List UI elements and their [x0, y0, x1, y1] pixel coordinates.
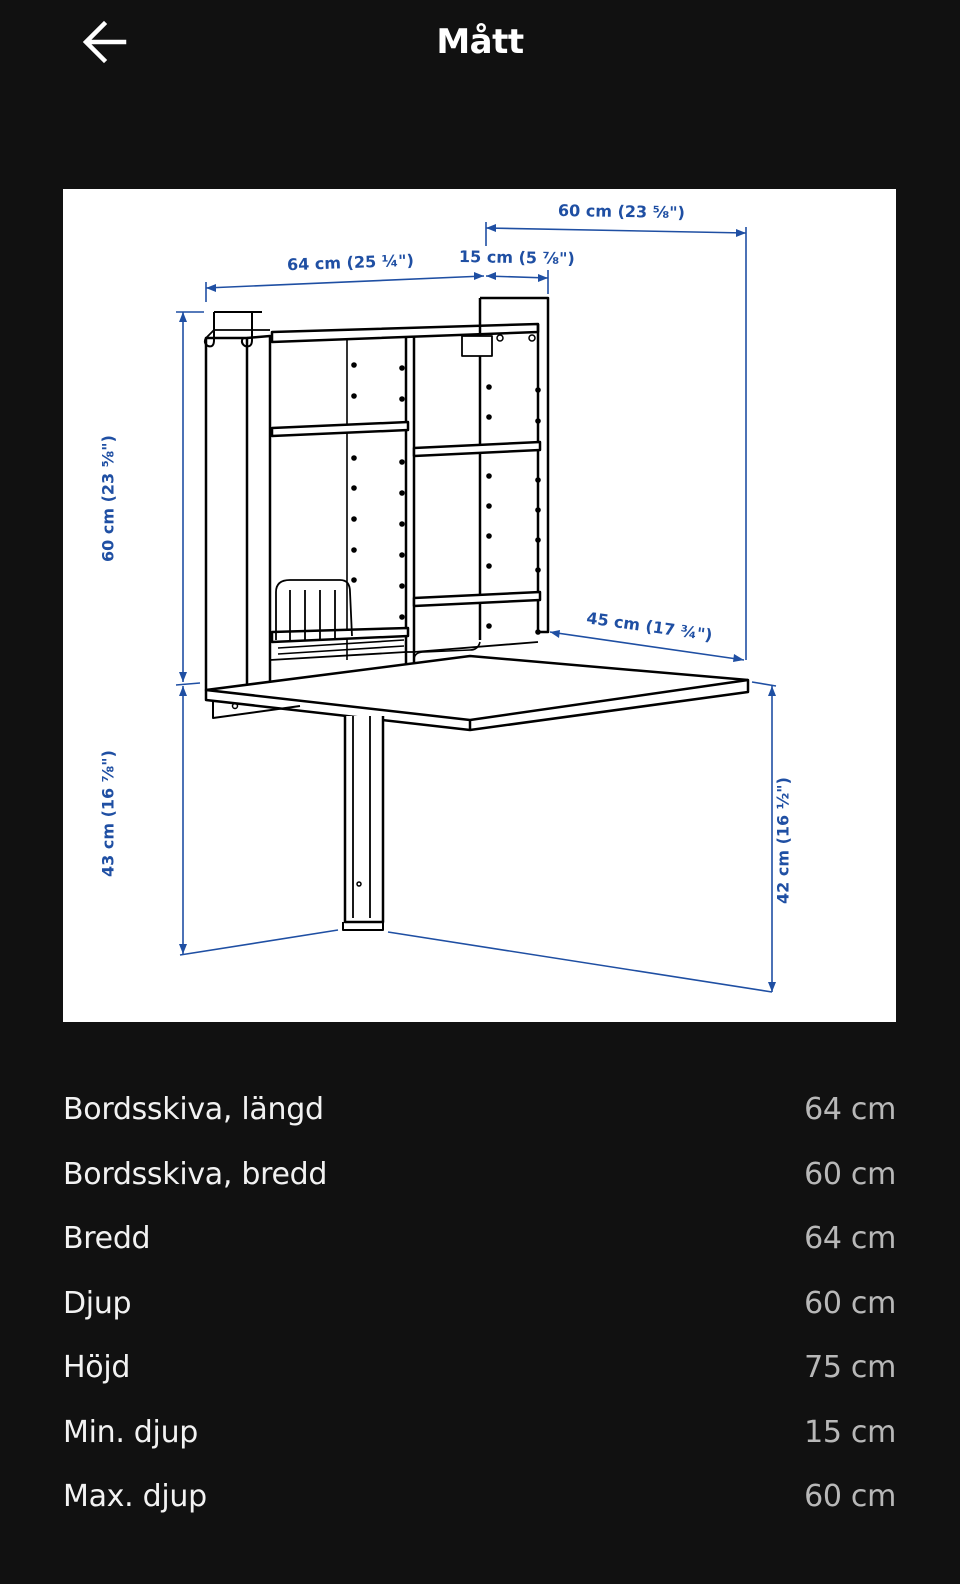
- spec-label: Djup: [63, 1285, 132, 1321]
- spec-value: 60 cm: [804, 1156, 896, 1192]
- spec-label: Max. djup: [63, 1479, 207, 1514]
- spec-value: 60 cm: [804, 1285, 896, 1321]
- spec-row-tabletop-width: [63, 1153, 896, 1218]
- furniture-line-drawing: [63, 189, 896, 1022]
- spec-value: 64 cm: [804, 1092, 896, 1127]
- spec-label: Bordsskiva, längd: [63, 1092, 324, 1127]
- spec-label: Bordsskiva, bredd: [63, 1156, 328, 1192]
- spec-label: Min. djup: [63, 1414, 199, 1450]
- spec-label: Höjd: [63, 1350, 131, 1385]
- spec-row-depth: [63, 1282, 896, 1347]
- spec-value: 75 cm: [804, 1350, 896, 1385]
- spec-row-max-depth: [63, 1475, 896, 1540]
- spec-value: 15 cm: [804, 1414, 896, 1450]
- spec-label: Bredd: [63, 1221, 151, 1256]
- dim-label-table-depth: 45 cm (17 ¾"): [585, 608, 714, 645]
- dim-label-right-floor-height: 42 cm (16 ½"): [773, 777, 793, 904]
- spec-row-height: [63, 1346, 896, 1411]
- spec-row-tabletop-length: [63, 1088, 896, 1153]
- dim-label-min-depth: 15 cm (5 ⅞"): [458, 246, 575, 269]
- dim-label-cabinet-height: 60 cm (23 ⅝"): [98, 435, 118, 562]
- spec-row-width: [63, 1217, 896, 1282]
- page-title: Mått: [436, 22, 524, 62]
- dimension-drawing: [63, 189, 896, 1022]
- dim-label-left-floor-height: 43 cm (16 ⅞"): [98, 750, 118, 877]
- dim-label-max-depth: 60 cm (23 ⅝"): [557, 200, 686, 223]
- dim-label-top-width: 64 cm (25 ¼"): [286, 250, 415, 275]
- spec-list: [63, 1088, 896, 1540]
- header: [0, 0, 960, 84]
- spec-row-min-depth: [63, 1411, 896, 1476]
- spec-value: 60 cm: [804, 1479, 896, 1514]
- spec-value: 64 cm: [804, 1221, 896, 1256]
